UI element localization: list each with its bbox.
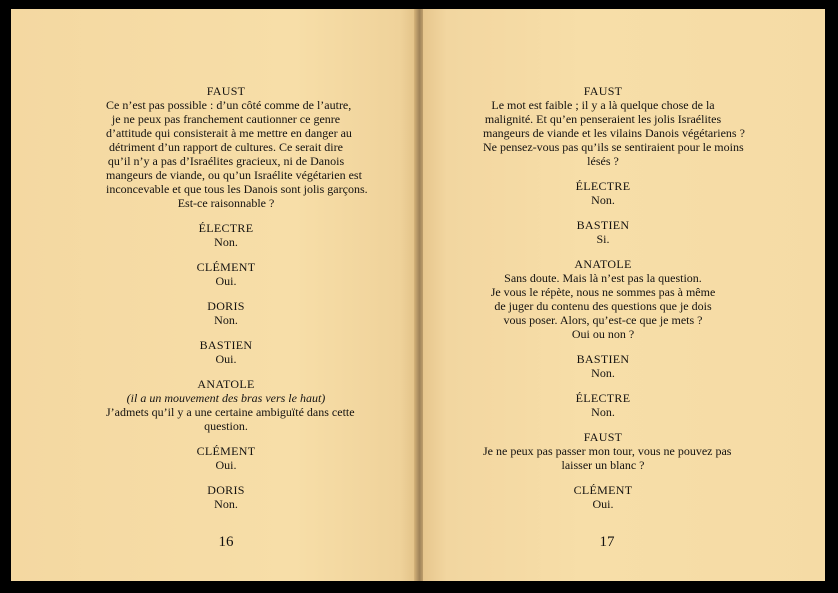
- dialogue-line: Oui.: [215, 352, 237, 366]
- dialogue-line: Sans doute. Mais là n’est pas la question.: [504, 271, 702, 285]
- dialogue-line: Non.: [591, 366, 615, 380]
- dialogue-line: de juger du contenu des questions que je dois: [494, 299, 712, 313]
- speaker-name: ANATOLE: [574, 257, 632, 271]
- stage-direction: (il a un mouvement des bras vers le haut): [126, 391, 326, 405]
- dialogue-line: détriment d’un rapport de cultures. Ce serait dire: [109, 140, 343, 154]
- dialogue-block: [106, 84, 368, 210]
- dialogue-line: Non.: [214, 497, 238, 511]
- dialogue-block: [483, 257, 723, 341]
- speaker-name: CLÉMENT: [573, 483, 633, 497]
- dialogue-block: [483, 179, 723, 207]
- dialogue-line: mangeurs de viande, ou qu’un Israélite végétarien est: [106, 168, 362, 182]
- speaker-name: CLÉMENT: [196, 260, 256, 274]
- speaker-name: ÉLECTRE: [575, 179, 631, 193]
- speaker-name: ÉLECTRE: [198, 221, 254, 235]
- dialogue-line: Je vous le répète, nous ne sommes pas à même: [490, 285, 716, 299]
- dialogue-line: Est-ce raisonnable ?: [177, 196, 275, 210]
- speaker-name: BASTIEN: [576, 352, 630, 366]
- left-page-text: [106, 84, 368, 522]
- dialogue-line: J’admets qu’il y a une certaine ambiguïté dans cette: [106, 405, 355, 419]
- dialogue-line: Non.: [214, 313, 238, 327]
- dialogue-block: [483, 352, 723, 380]
- dialogue-block: [483, 84, 745, 168]
- dialogue-block: [483, 391, 723, 419]
- dialogue-block: [483, 430, 732, 472]
- dialogue-line: d’attitude qui consisterait à me mettre en danger au: [106, 126, 352, 140]
- dialogue-line: je ne peux pas franchement cautionner ce genre: [111, 112, 341, 126]
- dialogue-block: [106, 221, 346, 249]
- dialogue-block: [106, 338, 346, 366]
- dialogue-line: Oui.: [592, 497, 614, 511]
- speaker-name: CLÉMENT: [196, 444, 256, 458]
- dialogue-line: Ce n’est pas possible : d’un côté comme de l’autre,: [106, 98, 352, 112]
- speaker-name: DORIS: [207, 299, 245, 313]
- speaker-name: FAUST: [206, 84, 246, 98]
- dialogue-line: mangeurs de viande et les vilains Danois végétariens ?: [483, 126, 745, 140]
- dialogue-line: Ne pensez-vous pas qu’ils se sentiraient pour le moins: [483, 140, 744, 154]
- speaker-name: ÉLECTRE: [575, 391, 631, 405]
- right-page-text: [483, 84, 745, 522]
- dialogue-line: qu’il n’y a pas d’Israélites gracieux, ni de Danois: [107, 154, 345, 168]
- dialogue-block: [483, 483, 723, 511]
- dialogue-line: malignité. Et qu’en penseraient les jolis Israélites: [484, 112, 722, 126]
- dialogue-line: question.: [204, 419, 248, 433]
- speaker-name: ANATOLE: [197, 377, 255, 391]
- dialogue-line: inconcevable et que tous les Danois sont jolis garçons.: [106, 182, 368, 196]
- dialogue-line: Si.: [596, 232, 610, 246]
- dialogue-line: Oui.: [215, 274, 237, 288]
- dialogue-block: [106, 260, 346, 288]
- right-page: [423, 9, 825, 581]
- dialogue-block: [106, 377, 355, 433]
- dialogue-line: Oui.: [215, 458, 237, 472]
- dialogue-line: Oui ou non ?: [571, 327, 635, 341]
- page-number-left: 16: [218, 534, 234, 550]
- speaker-name: DORIS: [207, 483, 245, 497]
- left-page: [11, 9, 416, 581]
- dialogue-block: [106, 299, 346, 327]
- dialogue-line: Non.: [591, 193, 615, 207]
- page-number-right: 17: [599, 534, 615, 550]
- dialogue-block: [106, 444, 346, 472]
- speaker-name: BASTIEN: [576, 218, 630, 232]
- dialogue-line: Non.: [591, 405, 615, 419]
- speaker-name: FAUST: [583, 430, 623, 444]
- dialogue-line: Non.: [214, 235, 238, 249]
- dialogue-block: [106, 483, 346, 511]
- speaker-name: BASTIEN: [199, 338, 253, 352]
- dialogue-line: vous poser. Alors, qu’est-ce que je mets ?: [503, 313, 703, 327]
- dialogue-line: Le mot est faible ; il y a là quelque chose de la: [491, 98, 715, 112]
- dialogue-line: lésés ?: [587, 154, 619, 168]
- dialogue-line: Je ne peux pas passer mon tour, vous ne pouvez pas: [483, 444, 732, 458]
- dialogue-line: laisser un blanc ?: [561, 458, 645, 472]
- dialogue-block: [483, 218, 723, 246]
- speaker-name: FAUST: [583, 84, 623, 98]
